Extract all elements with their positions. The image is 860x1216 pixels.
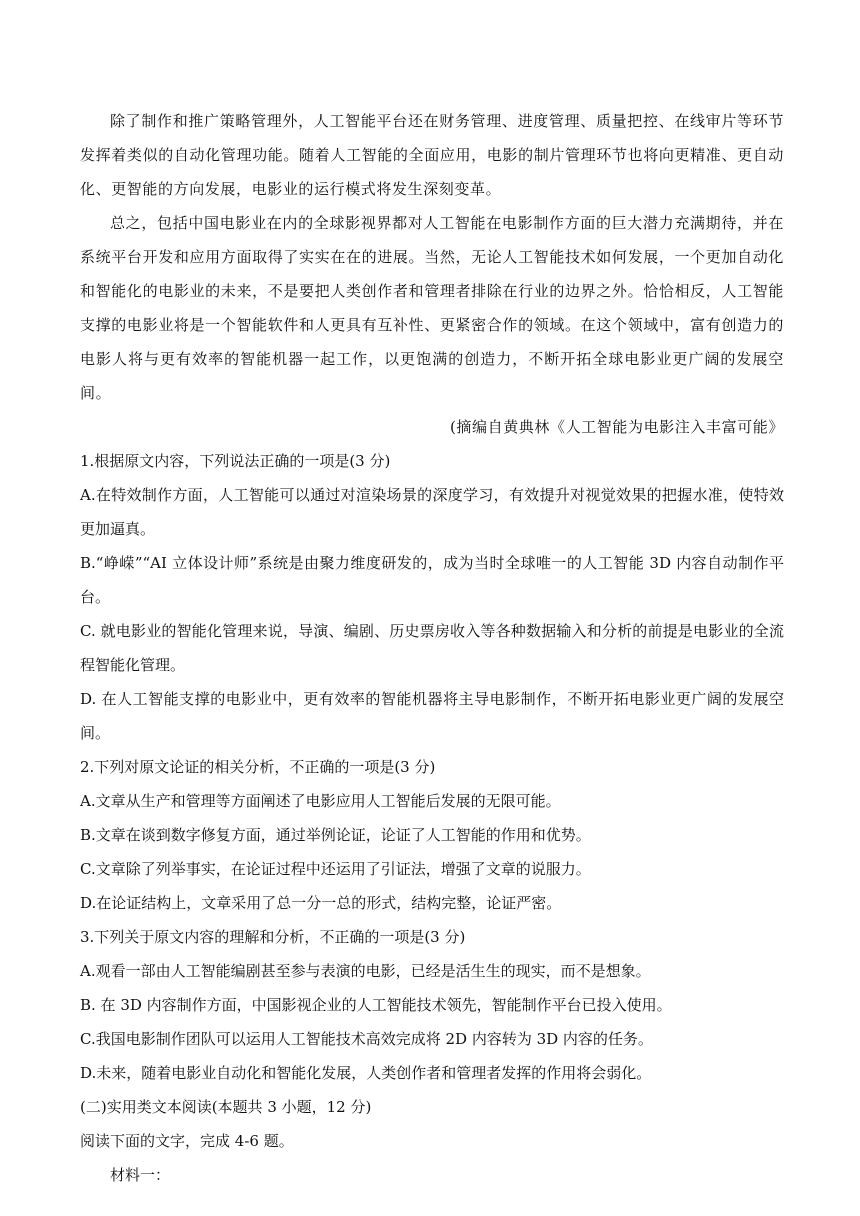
question-2-option-b: B.文章在谈到数字修复方面，通过举例论证，论证了人工智能的作用和优势。 — [80, 826, 591, 844]
question-2-stem: 2.下列对原文论证的相关分析，不正确的一项是(3 分) — [80, 758, 436, 776]
question-1-stem: 1.根据原文内容，下列说法正确的一项是(3 分) — [80, 452, 391, 470]
section-2-heading: (二)实用类文本阅读(本题共 3 小题，12 分) — [80, 1098, 372, 1116]
question-3-option-b: B. 在 3D 内容制作方面，中国影视企业的人工智能技术领先，智能制作平台已投入使用。 — [80, 996, 672, 1014]
question-1-option-a: A.在特效制作方面，人工智能可以通过对渲染场景的深度学习，有效提升对视觉效果的把握水准，使特效更加逼真。 — [80, 486, 784, 538]
passage-paragraph-2: 总之，包括中国电影业在内的全球影视界都对人工智能在电影制作方面的巨大潜力充满期待，并在系统平台开发和应用方面取得了实实在在的进展。当然，无论人工智能技术如何发展，一个更加自动化和智能化的电影业的未来，不是要把人类创作者和管理者排除在行业的边界之外。恰恰相反，人工智能支撑的电影业将是一个智能软件和人更具有互补性、更紧密合作的领域。在这个领域中，富有创造力的电影人将与更有效率的智能机器一起工作，以更饱满的创造力，不断开拓全球电影业更广阔的发展空间。 — [80, 214, 784, 402]
question-1-option-b: B.“峥嵘”“AI 立体设计师”系统是由聚力维度研发的，成为当时全球唯一的人工智能 3D 内容自动制作平台。 — [80, 554, 784, 606]
question-2-option-d: D.在论证结构上，文章采用了总一分一总的形式，结构完整，论证严密。 — [80, 894, 562, 912]
question-2-option-a: A.文章从生产和管理等方面阐述了电影应用人工智能后发展的无限可能。 — [80, 792, 561, 810]
question-3-stem: 3.下列关于原文内容的理解和分析，不正确的一项是(3 分) — [80, 928, 466, 946]
passage-paragraph-1: 除了制作和推广策略管理外，人工智能平台还在财务管理、进度管理、质量把控、在线审片等环节发挥着类似的自动化管理功能。随着人工智能的全面应用，电影的制片管理环节也将向更精准、更自动化、更智能的方向发展，电影业的运行模式将发生深刻变革。 — [80, 112, 784, 198]
question-3-option-d: D.未来，随着电影业自动化和智能化发展，人类创作者和管理者发挥的作用将会弱化。 — [80, 1064, 652, 1082]
document-page — [80, 104, 784, 1192]
question-3-option-c: C.我国电影制作团队可以运用人工智能技术高效完成将 2D 内容转为 3D 内容的任务。 — [80, 1030, 653, 1048]
question-3-option-a: A.观看一部由人工智能编剧甚至参与表演的电影，已经是活生生的现实，而不是想象。 — [80, 962, 651, 980]
question-2-option-c: C.文章除了列举事实，在论证过程中还运用了引证法，增强了文章的说服力。 — [80, 860, 591, 878]
section-2-instruction: 阅读下面的文字，完成 4-6 题。 — [80, 1132, 294, 1150]
material-1-label: 材料一： — [110, 1166, 171, 1184]
passage-source: (摘编自黄典林《人工智能为电影注入丰富可能》 — [449, 418, 784, 436]
question-1-option-c: C. 就电影业的智能化管理来说，导演、编剧、历史票房收入等各种数据输入和分析的前提是电影业的全流程智能化管理。 — [80, 622, 784, 674]
question-1-option-d: D. 在人工智能支撑的电影业中，更有效率的智能机器将主导电影制作，不断开拓电影业更广阔的发展空间。 — [80, 690, 784, 742]
